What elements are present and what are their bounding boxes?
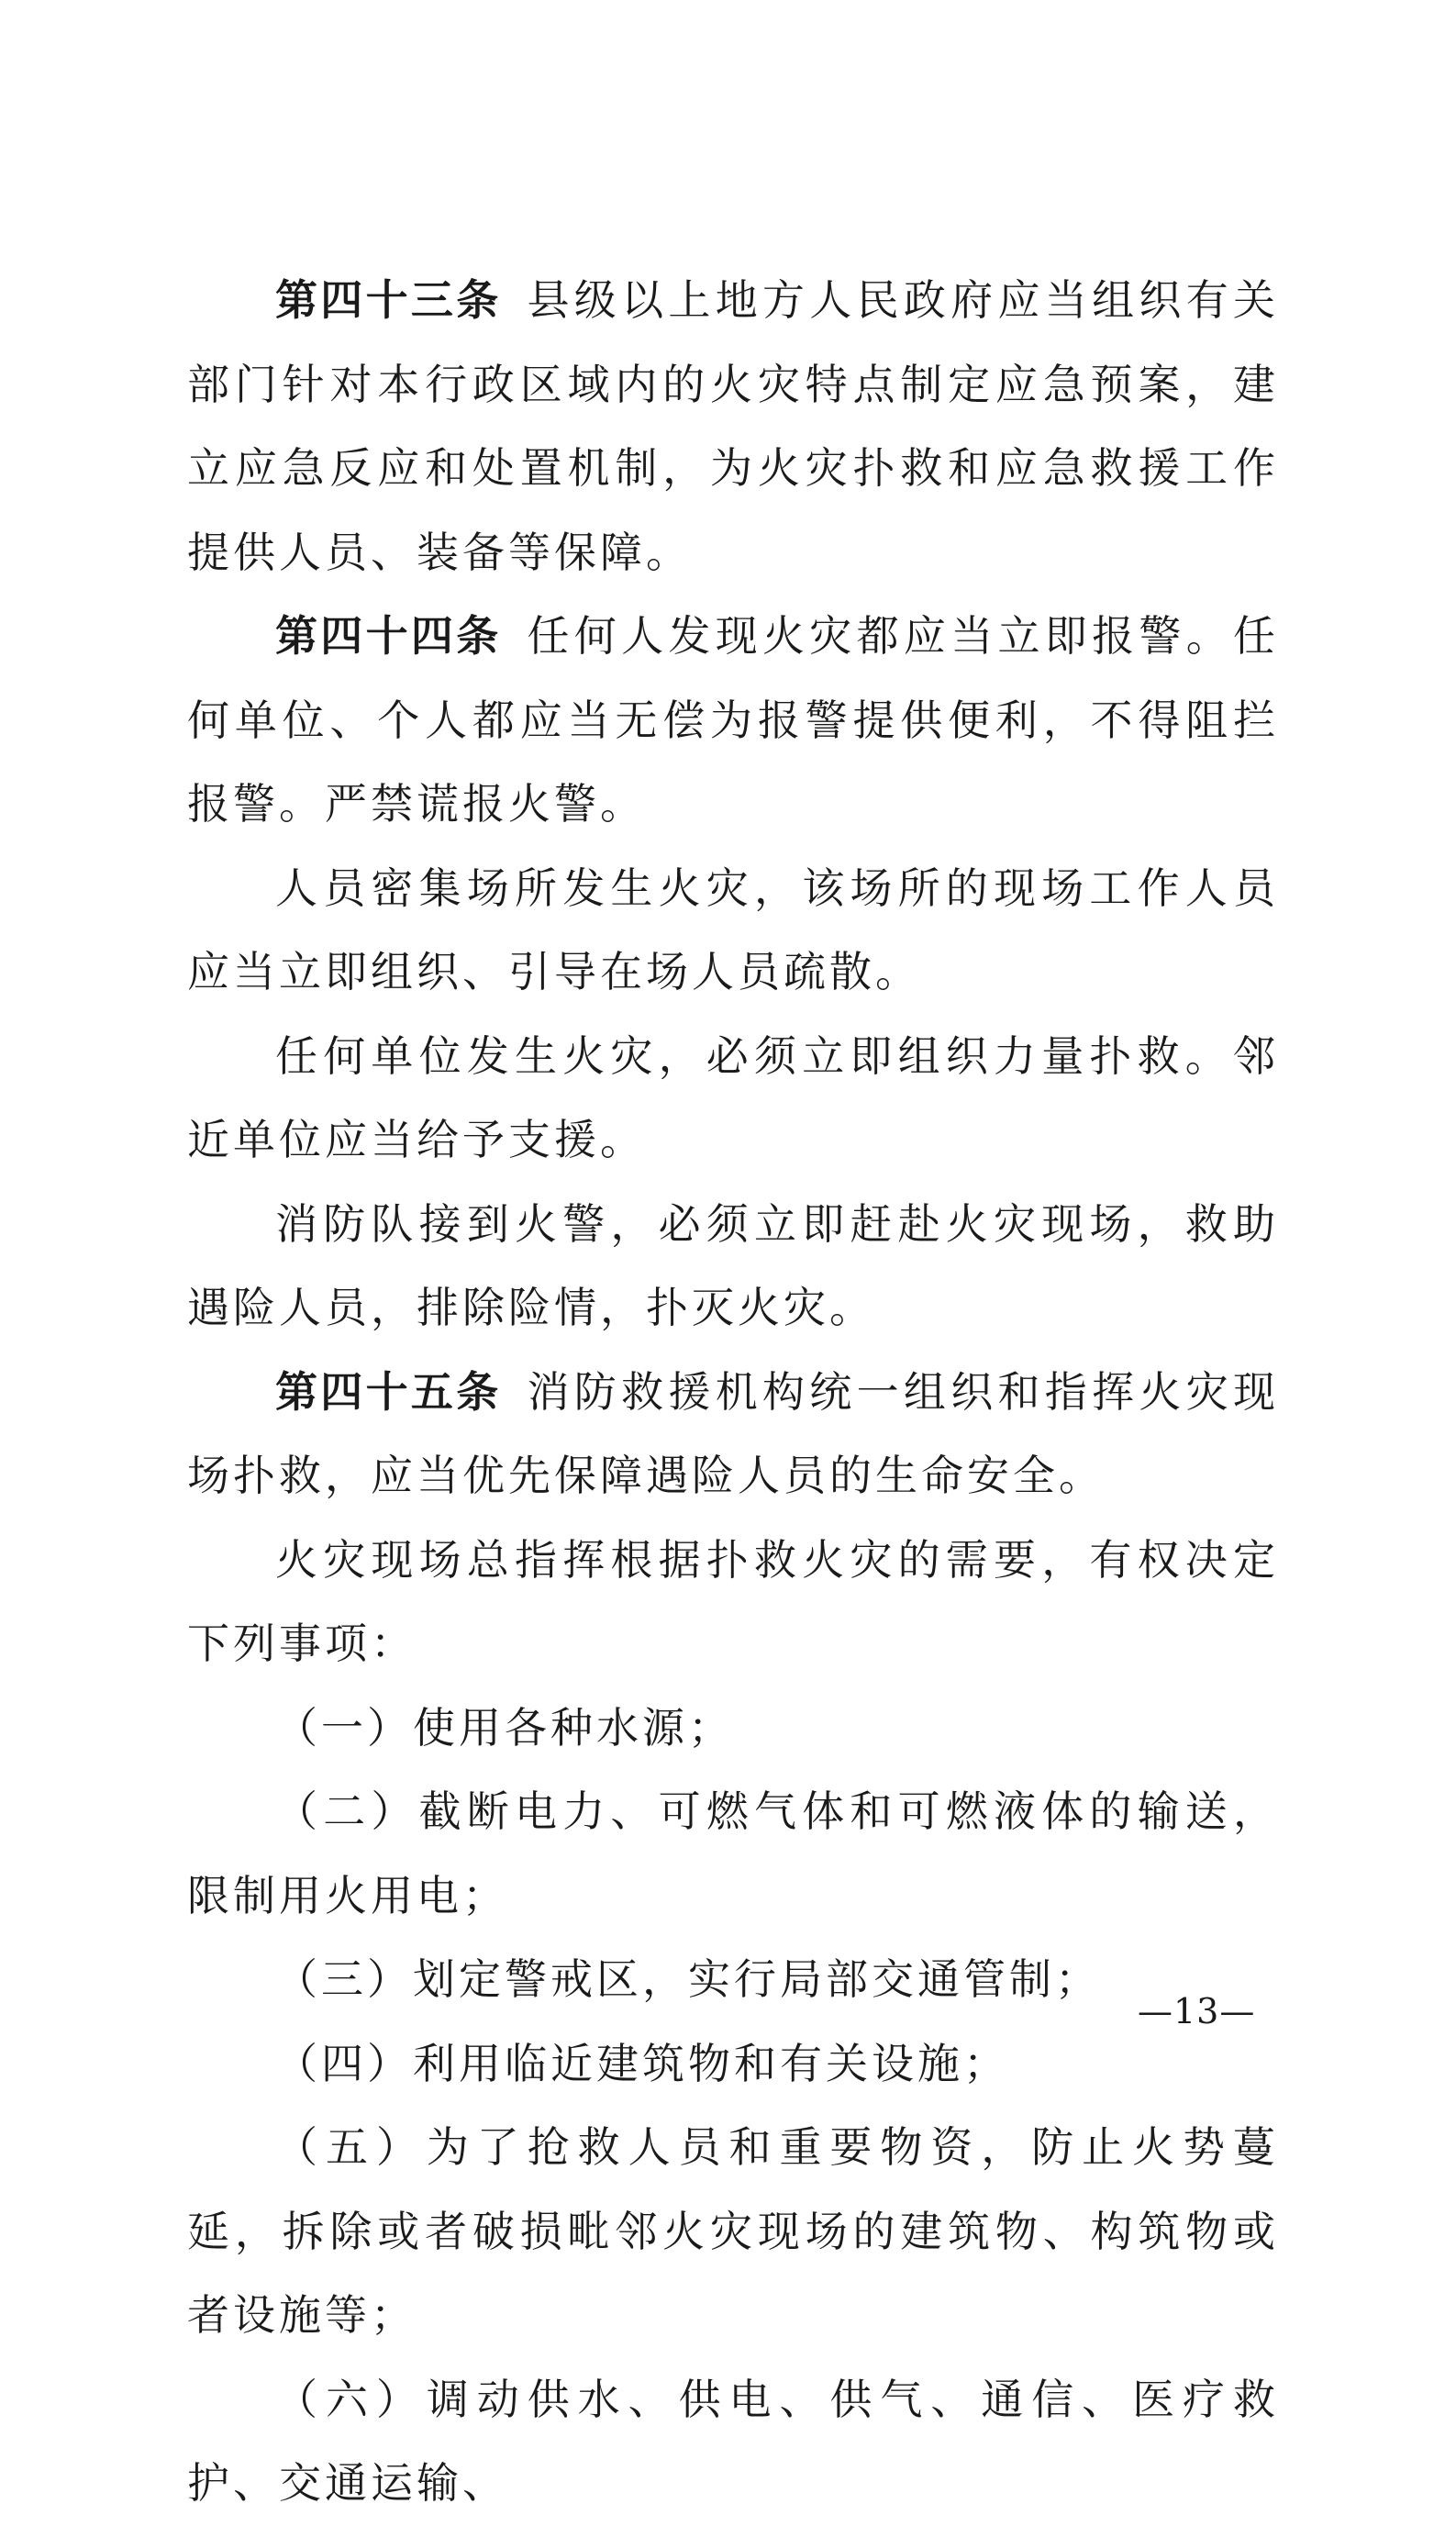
paragraph-text: 消防救援机构统一组织和指挥火灾现场扑救，应当优先保障遇险人员的生命安全。 (187, 1366, 1280, 1500)
article-45-paragraph (187, 1351, 1279, 1519)
paragraph-text: 任何单位发生火灾，必须立即组织力量扑救。邻近单位应当给予支援。 (187, 1030, 1279, 1164)
paragraph-text: （四）利用临近建筑物和有关设施； (275, 2038, 1009, 2088)
paragraph-text: （一）使用各种水源； (275, 1702, 734, 1753)
document-body (187, 259, 1279, 2526)
list-item (187, 1938, 1279, 2022)
paragraph-text: 火灾现场总指挥根据扑救火灾的需要，有权决定下列事项： (187, 1534, 1279, 1668)
list-item (187, 1686, 1279, 1771)
paragraph-text: 消防队接到火警，必须立即赶赴火灾现场，救助遇险人员，排除险情，扑灭火灾。 (187, 1198, 1279, 1332)
article-43-paragraph (187, 259, 1279, 595)
paragraph-text: 任何人发现火灾都应当立即报警。任何单位、个人都应当无偿为报警提供便利，不得阻拦报警。严禁谎报火警。 (187, 611, 1280, 829)
article-heading: 第四十四条 (275, 611, 502, 661)
paragraph-text: （二）截断电力、可燃气体和可燃液体的输送，限制用火用电； (187, 1786, 1279, 1920)
article-heading: 第四十三条 (275, 275, 502, 325)
paragraph (187, 1183, 1279, 1351)
list-item (187, 1770, 1279, 1938)
page-number: —13— (1138, 1991, 1256, 2031)
paragraph-text: 县级以上地方人民政府应当组织有关部门针对本行政区域内的火灾特点制定应急预案，建立应急反应和处置机制，为火灾扑救和应急救援工作提供人员、装备等保障。 (187, 275, 1280, 577)
paragraph-text: （三）划定警戒区，实行局部交通管制； (275, 1954, 1101, 2004)
paragraph-text: 人员密集场所发生火灾，该场所的现场工作人员应当立即组织、引导在场人员疏散。 (187, 862, 1279, 996)
article-44-paragraph (187, 595, 1279, 847)
paragraph (187, 1015, 1279, 1183)
paragraph (187, 1519, 1279, 1686)
list-item (187, 2358, 1279, 2526)
list-item (187, 2022, 1279, 2107)
paragraph-text: （五）为了抢救人员和重要物资，防止火势蔓延，拆除或者破损毗邻火灾现场的建筑物、构筑物或者设施等； (187, 2122, 1279, 2340)
paragraph-text: （六）调动供水、供电、供气、通信、医疗救护、交通运输、 (187, 2374, 1279, 2508)
list-item (187, 2106, 1279, 2358)
paragraph (187, 847, 1279, 1015)
article-heading: 第四十五条 (275, 1366, 502, 1417)
